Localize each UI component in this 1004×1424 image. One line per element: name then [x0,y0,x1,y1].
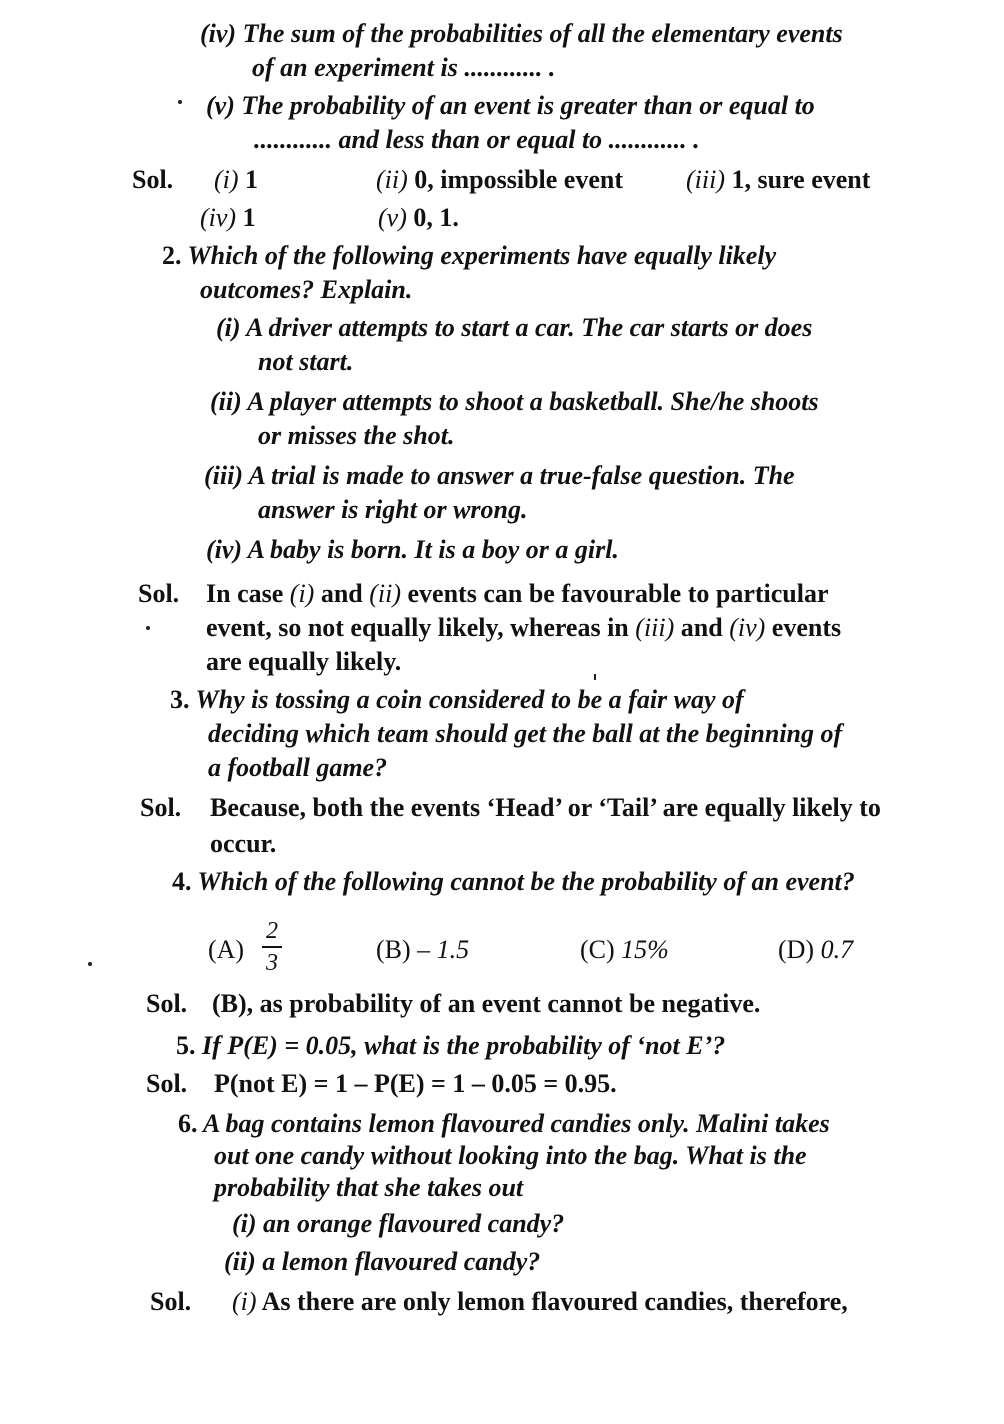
option-b [376,934,469,966]
question-2-number: 2. [162,241,182,270]
sol-1-c [686,164,870,196]
question-2-iv-number: (iv) [206,535,243,564]
sol-2-label: Sol. [138,579,180,608]
question-2-ii-line1 [210,386,819,418]
sol-2-text-d: event, so not equally likely, whereas in [206,613,636,642]
sol-1-d-val: 1 [242,203,256,232]
sol-1-b [376,164,623,196]
sol-1-d [200,202,256,234]
option-c-label: (C) [580,935,615,964]
sol-2-ref-ii: (ii) [369,579,402,608]
sol-2-text-e: and [674,613,730,642]
question-2-i-line1 [216,312,812,344]
sol-2-text-b: and [314,579,370,608]
question-2-ii-text: A player attempts to shoot a basketball. She/he shoots [247,387,819,416]
question-2-line2: outcomes? Explain. [200,275,413,304]
sol-1-b-val: 0, impossible event [414,165,623,194]
option-b-label: (B) [376,935,411,964]
question-6-line1 [178,1108,830,1140]
sol-2-line3: are equally likely. [206,647,402,676]
item-v-number: (v) [206,91,235,120]
sol-1-b-num: (ii) [376,165,408,194]
sol-1-e [378,202,459,234]
question-6-ii-text: a lemon flavoured candy? [262,1247,541,1276]
question-2-ii-line2: or misses the shot. [258,421,455,450]
stray-dot [178,100,182,104]
sol-6-number: (i) [232,1287,257,1316]
sol-1-a-val: 1 [245,165,259,194]
fraction-bar [262,946,282,948]
question-6-line3: probability that she takes out [214,1173,524,1202]
sol-6-label: Sol. [150,1287,192,1316]
sol-2-text-f: events [765,613,842,642]
sol-2-line2 [206,612,841,644]
sol-2-text-a: In case [206,579,290,608]
question-6-i-text: an orange flavoured candy? [263,1209,565,1238]
sol-1-c-num: (iii) [686,165,725,194]
question-6-i-number: (i) [232,1209,257,1238]
sol-4-label: Sol. [146,989,188,1018]
sol-1-e-val: 0, 1. [413,203,459,232]
question-2-i-line2: not start. [258,347,354,376]
question-2-iv-text: A baby is born. It is a boy or a girl. [247,535,619,564]
question-5-text: If P(E) = 0.05, what is the probability of ‘not E’? [202,1031,726,1060]
sol-6-text: As there are only lemon flavoured candies, therefore, [261,1287,848,1316]
sol-2-ref-i: (i) [289,579,315,608]
question-5 [176,1030,725,1062]
question-3-line1 [170,684,744,716]
stray-dot [88,962,92,966]
question-2-line1 [162,240,776,272]
question-2-iii-line1 [204,460,795,492]
question-6-i [232,1208,564,1240]
question-2-i-number: (i) [216,313,241,342]
item-v-text: The probability of an event is greater than or equal to [241,91,815,120]
question-4-text: Which of the following cannot be the probability of an event? [197,867,855,896]
option-a-fraction [262,918,282,976]
question-2-ii-number: (ii) [210,387,242,416]
sol-2-ref-iv: (iv) [729,613,766,642]
stray-mark [594,674,596,680]
question-3-line3: a football game? [208,753,388,782]
option-d-value: 0.7 [820,935,854,964]
question-2-iii-line2: answer is right or wrong. [258,495,528,524]
question-6-text: A bag contains lemon flavoured candies only. Malini takes [203,1109,830,1138]
option-d-label: (D) [778,935,815,964]
item-v-line1 [206,90,815,122]
item-v-line2: ............ and less than or equal to ............ . [254,125,700,154]
fraction-denominator: 3 [266,950,278,976]
sol-2-ref-iii: (iii) [635,613,675,642]
question-2-text: Which of the following experiments have equally likely [187,241,777,270]
sol-3-label: Sol. [140,793,182,822]
option-b-value: – 1.5 [417,935,470,964]
sol-6-line1 [232,1286,848,1318]
question-4 [172,866,855,898]
sol-1-e-num: (v) [378,203,407,232]
fraction-numerator: 2 [266,918,278,944]
question-3-line2: deciding which team should get the ball at the beginning of [208,719,843,748]
question-2-iii-text: A trial is made to answer a true-false question. The [248,461,795,490]
question-5-number: 5. [176,1031,196,1060]
sol-3-line1: Because, both the events ‘Head’ or ‘Tail’ are equally likely to [210,793,881,822]
question-4-number: 4. [172,867,192,896]
item-iv-line1 [200,18,843,50]
option-c-value: 15% [621,935,669,964]
question-2-i-text: A driver attempts to start a car. The car starts or does [246,313,813,342]
question-6-line2: out one candy without looking into the bag. What is the [214,1141,807,1170]
sol-3-line2: occur. [210,829,277,858]
sol-1-d-num: (iv) [200,203,237,232]
sol-1-a [214,164,258,196]
option-c [580,934,669,966]
question-3-number: 3. [170,685,190,714]
sol-1-label: Sol. [132,165,174,194]
item-iv-number: (iv) [200,19,237,48]
item-iv-line2: of an experiment is ............ . [252,53,556,82]
sol-4-text: (B), as probability of an event cannot be negative. [212,989,761,1018]
question-2-iv [206,534,619,566]
question-3-text: Why is tossing a coin considered to be a fair way of [195,685,744,714]
question-6-ii [224,1246,540,1278]
question-2-iii-number: (iii) [204,461,243,490]
option-d [778,934,853,966]
option-a-label: (A) [208,935,245,964]
sol-5-label: Sol. [146,1069,188,1098]
question-6-ii-number: (ii) [224,1247,256,1276]
sol-5-text: P(not E) = 1 – P(E) = 1 – 0.05 = 0.95. [214,1069,617,1098]
sol-1-c-val: 1, sure event [731,165,871,194]
item-iv-text: The sum of the probabilities of all the elementary events [242,19,843,48]
stray-dot [146,626,150,630]
sol-1-a-num: (i) [214,165,239,194]
sol-2-text-c: events can be favourable to particular [401,579,829,608]
sol-2-line1 [206,578,829,610]
question-6-number: 6. [178,1109,198,1138]
